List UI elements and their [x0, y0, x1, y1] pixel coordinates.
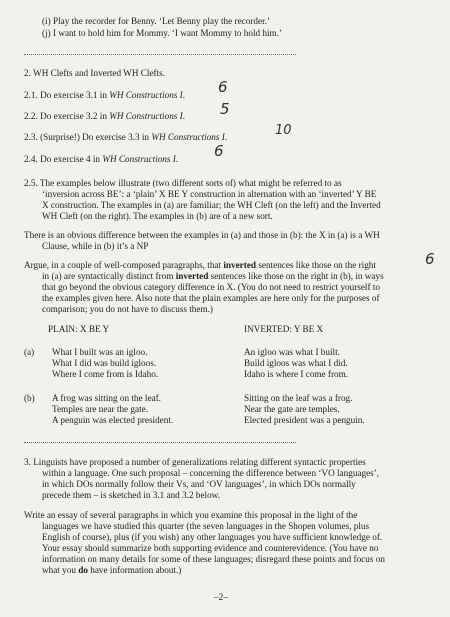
- para-difference-line: Clause, while in (b) it’s a NP: [42, 241, 149, 251]
- essay-prompt-line: Write an essay of several paragraphs in which you examine this proposal in the light of the: [24, 510, 358, 520]
- para-2-5-line: ‘inversion across BE’: a ‘plain’ X BE Y construction in alternation with an ‘inverted’ Y BE: [42, 189, 377, 199]
- para-2-5-line: 2.5. The examples below illustrate (two different sorts of) what might be referred to as: [24, 178, 342, 188]
- example-plain: What I did was build igloos.: [52, 358, 157, 368]
- para-2-5-line: X construction. The examples in (a) are familiar; the WH Cleft (on the left) and the Inverted: [42, 200, 381, 210]
- divider-dotted: [24, 442, 296, 443]
- row-label: (a): [24, 347, 35, 357]
- exercise-2-4: 2.4. Do exercise 4 in WH Constructions I.: [24, 154, 179, 164]
- example-plain: Where I come from is Idaho.: [52, 369, 159, 379]
- essay-prompt-line: information on many details for some of these languages; disregard these points and focus on: [42, 554, 385, 564]
- exercise-2-2: 2.2. Do exercise 3.2 in WH Constructions I.: [24, 111, 186, 121]
- row-label: (b): [24, 393, 35, 403]
- example-plain: Temples are near the gate.: [52, 404, 149, 414]
- example-inverted: Sitting on the leaf was a frog.: [244, 393, 353, 403]
- para-argue-line: in (a) are syntactically distinct from inverted sentences like those on the right in (b), in ways: [42, 271, 384, 281]
- column-header-inverted: INVERTED: Y BE X: [244, 324, 324, 334]
- essay-prompt-line: what you do have information about.): [42, 565, 182, 575]
- grade-mark: 6: [218, 78, 228, 96]
- para-argue-line: that go beyond the obvious category difference in X. (You do not need to restrict yourself to: [42, 282, 380, 292]
- example-i: (i) Play the recorder for Benny. ‘Let Benny play the recorder.’: [42, 16, 270, 26]
- section-3-line: in which DOs normally follow their Vs, and ‘OV languages’, in which DOs normally: [42, 479, 356, 489]
- essay-prompt-line: languages we have studied this quarter (the seven languages in the Shopen volumes, plus: [42, 521, 370, 531]
- divider-dotted: [24, 54, 296, 55]
- section-3-line: within a language. One such proposal – concerning the difference between ‘VO languages’,: [42, 468, 380, 478]
- grade-mark: 6: [214, 142, 224, 160]
- grade-mark: 6: [425, 250, 435, 268]
- para-argue-line: the examples given here. Also note that the plain examples are here only for the purposes of: [42, 293, 380, 303]
- grade-mark: 10: [275, 123, 292, 138]
- example-plain: A frog was sitting on the leaf.: [52, 393, 161, 403]
- section-3-line: precede them – is sketched in 3.1 and 3.2 below.: [42, 490, 220, 500]
- example-j: (j) I want to hold him for Mommy. ‘I want Mommy to hold him.’: [42, 28, 283, 38]
- example-plain: What I built was an igloo.: [52, 347, 148, 357]
- example-inverted: Near the gate are temples.: [244, 404, 340, 414]
- example-inverted: Elected president was a penguin.: [244, 415, 365, 425]
- section-2-heading: 2. WH Clefts and Inverted WH Clefts.: [24, 68, 166, 78]
- section-3-line: 3. Linguists have proposed a number of generalizations relating different syntactic properties: [24, 457, 366, 467]
- essay-prompt-line: English of course), plus (if you wish) any other languages you have sufficient knowledge of.: [42, 532, 383, 542]
- grade-mark: 5: [220, 100, 230, 118]
- page-number: –2–: [214, 592, 228, 602]
- example-inverted: An igloo was what I built.: [244, 347, 340, 357]
- exercise-2-1: 2.1. Do exercise 3.1 in WH Constructions I.: [24, 90, 186, 100]
- para-2-5-line: WH Cleft (on the right). The examples in (b) are of a new sort.: [42, 211, 273, 221]
- example-plain: A penguin was elected president.: [52, 415, 174, 425]
- para-difference-line: There is an obvious difference between the examples in (a) and those in (b): the X in (a) is a WH: [24, 230, 380, 240]
- exercise-2-3: 2.3. (Surprise!) Do exercise 3.3 in WH Constructions I.: [24, 132, 228, 142]
- para-argue-line: Argue, in a couple of well-composed paragraphs, that inverted sentences like those on the right: [24, 260, 376, 270]
- example-inverted: Build igloos was what I did.: [244, 358, 348, 368]
- example-inverted: Idaho is where I come from.: [244, 369, 349, 379]
- essay-prompt-line: Your essay should summarize both supporting evidence and counterevidence. (You have no: [42, 543, 379, 553]
- para-argue-line: comparison; you do not have to discuss them.): [42, 304, 213, 314]
- column-header-plain: PLAIN: X BE Y: [48, 324, 110, 334]
